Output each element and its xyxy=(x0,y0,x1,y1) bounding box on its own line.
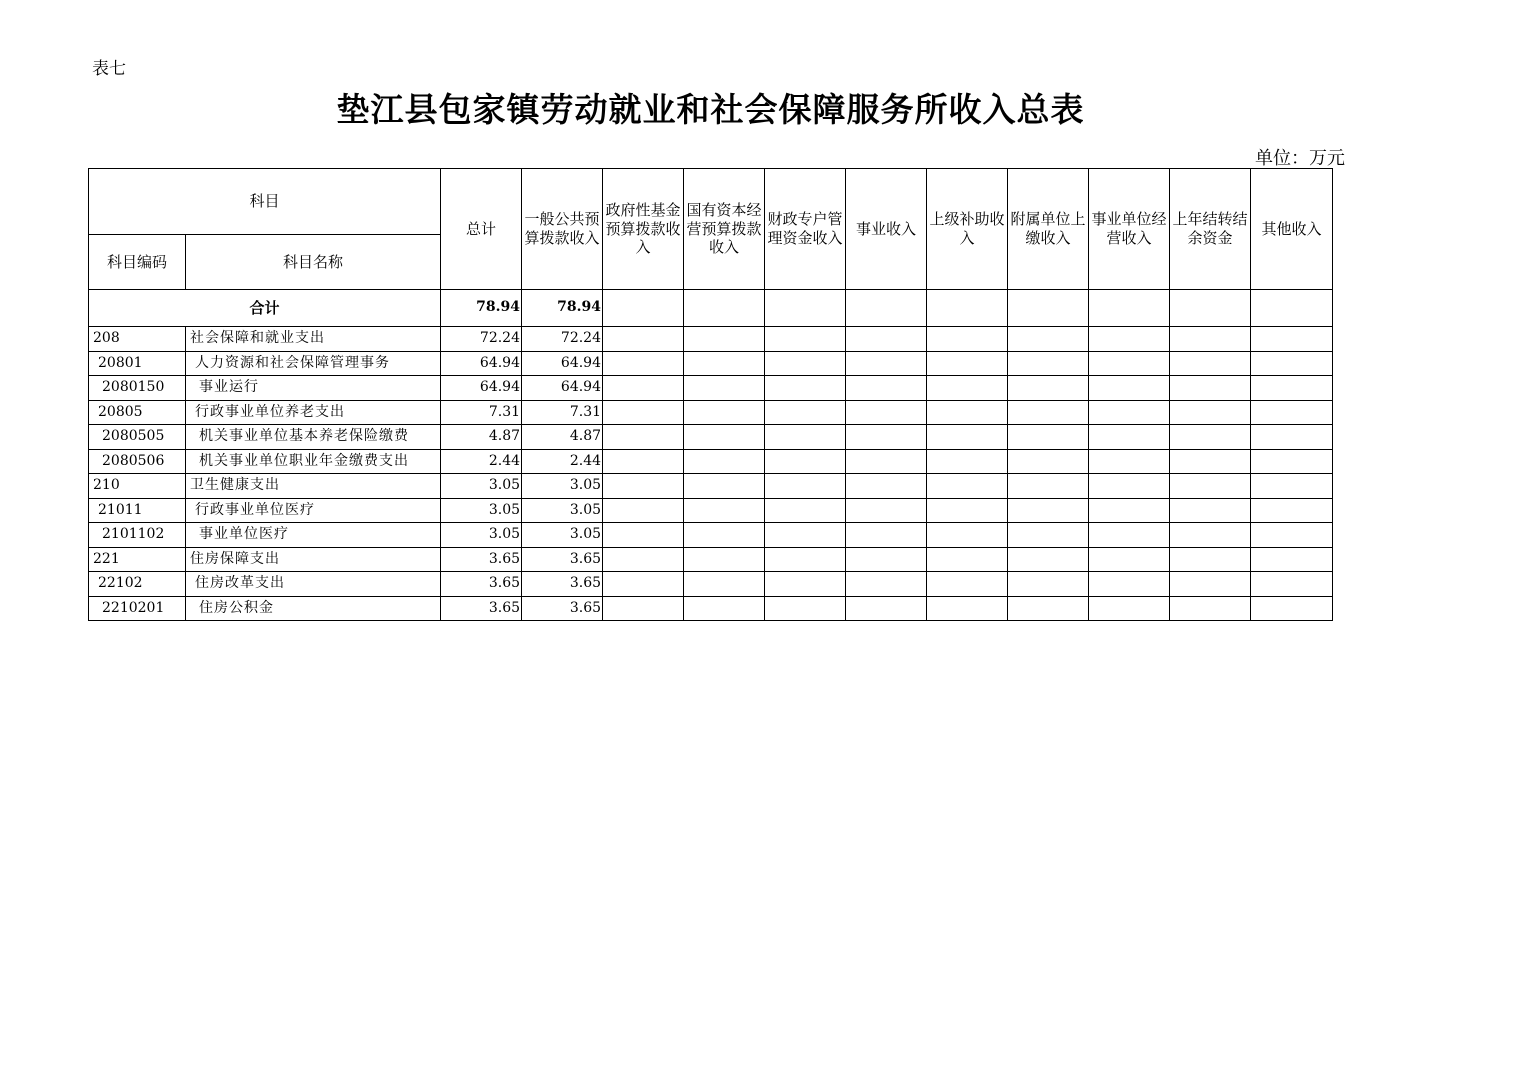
header-subject: 科目 xyxy=(89,169,441,235)
empty-cell xyxy=(927,523,1008,548)
row-name: 社会保障和就业支出 xyxy=(186,327,441,352)
empty-cell xyxy=(603,351,684,376)
empty-cell xyxy=(1251,327,1333,352)
table-row xyxy=(89,425,1333,450)
total-label: 合计 xyxy=(89,290,441,327)
empty-cell xyxy=(1170,351,1251,376)
empty-cell xyxy=(765,547,846,572)
empty-cell xyxy=(1251,449,1333,474)
row-general: 2.44 xyxy=(522,449,603,474)
row-total: 72.24 xyxy=(441,327,522,352)
empty-cell xyxy=(927,400,1008,425)
empty-cell xyxy=(1089,572,1170,597)
empty-cell xyxy=(846,351,927,376)
row-code: 20801 xyxy=(89,351,186,376)
empty-cell xyxy=(1251,523,1333,548)
empty-cell xyxy=(603,498,684,523)
empty-cell xyxy=(765,376,846,401)
row-name: 事业单位医疗 xyxy=(186,523,441,548)
empty-cell xyxy=(1089,351,1170,376)
row-name: 住房改革支出 xyxy=(186,572,441,597)
empty-cell xyxy=(1251,376,1333,401)
header-col-state-capital: 国有资本经营预算拨款收入 xyxy=(684,169,765,290)
row-total: 3.05 xyxy=(441,474,522,499)
empty-cell xyxy=(1170,523,1251,548)
empty-cell xyxy=(765,523,846,548)
row-general: 3.65 xyxy=(522,572,603,597)
empty-cell xyxy=(1008,474,1089,499)
row-general: 3.65 xyxy=(522,547,603,572)
empty-cell xyxy=(1089,474,1170,499)
row-name: 卫生健康支出 xyxy=(186,474,441,499)
header-col-business-income: 事业收入 xyxy=(846,169,927,290)
empty-cell xyxy=(765,449,846,474)
empty-cell xyxy=(846,425,927,450)
table-number: 表七 xyxy=(92,59,126,79)
empty-cell xyxy=(765,400,846,425)
row-total: 4.87 xyxy=(441,425,522,450)
table-row xyxy=(89,376,1333,401)
empty-cell xyxy=(1170,425,1251,450)
empty-cell xyxy=(603,596,684,621)
total-sum: 78.94 xyxy=(441,290,522,327)
empty-cell xyxy=(603,474,684,499)
empty-cell xyxy=(1008,351,1089,376)
empty-cell xyxy=(1008,572,1089,597)
empty-cell xyxy=(684,498,765,523)
empty-cell xyxy=(846,547,927,572)
empty-cell xyxy=(765,327,846,352)
empty-cell xyxy=(1089,425,1170,450)
table-row xyxy=(89,351,1333,376)
empty-cell xyxy=(684,596,765,621)
row-total: 2.44 xyxy=(441,449,522,474)
empty-cell xyxy=(603,449,684,474)
row-general: 72.24 xyxy=(522,327,603,352)
row-name: 机关事业单位基本养老保险缴费 xyxy=(186,425,441,450)
empty-cell xyxy=(927,572,1008,597)
row-general: 3.05 xyxy=(522,523,603,548)
table-row xyxy=(89,474,1333,499)
empty-cell xyxy=(1170,547,1251,572)
empty-cell xyxy=(1170,596,1251,621)
row-total: 7.31 xyxy=(441,400,522,425)
empty-cell xyxy=(846,376,927,401)
table-row xyxy=(89,400,1333,425)
table-row xyxy=(89,596,1333,621)
row-name: 事业运行 xyxy=(186,376,441,401)
empty-cell xyxy=(765,425,846,450)
table-row xyxy=(89,572,1333,597)
row-code: 221 xyxy=(89,547,186,572)
empty-cell xyxy=(846,596,927,621)
empty-cell xyxy=(846,327,927,352)
empty-cell xyxy=(1170,572,1251,597)
row-total: 3.05 xyxy=(441,498,522,523)
empty-cell xyxy=(765,596,846,621)
empty-cell xyxy=(1251,498,1333,523)
empty-cell xyxy=(1251,351,1333,376)
empty-cell xyxy=(927,425,1008,450)
empty-cell xyxy=(1251,425,1333,450)
header-col-general-budget: 一般公共预算拨款收入 xyxy=(522,169,603,290)
empty-cell xyxy=(846,474,927,499)
row-general: 64.94 xyxy=(522,351,603,376)
empty-cell xyxy=(927,474,1008,499)
empty-cell xyxy=(1008,376,1089,401)
empty-cell xyxy=(1008,449,1089,474)
table-row xyxy=(89,449,1333,474)
empty-cell xyxy=(927,327,1008,352)
header-col-other-income: 其他收入 xyxy=(1251,169,1333,290)
row-code: 2080505 xyxy=(89,425,186,450)
header-col-total: 总计 xyxy=(441,169,522,290)
empty-cell xyxy=(1251,400,1333,425)
header-col-unit-operating: 事业单位经营收入 xyxy=(1089,169,1170,290)
empty-cell xyxy=(1089,596,1170,621)
empty-cell xyxy=(603,572,684,597)
row-code: 20805 xyxy=(89,400,186,425)
empty-cell xyxy=(846,523,927,548)
empty-cell xyxy=(846,572,927,597)
empty-cell xyxy=(684,474,765,499)
row-code: 22102 xyxy=(89,572,186,597)
empty-cell xyxy=(684,351,765,376)
empty-cell xyxy=(1089,327,1170,352)
row-code: 2080506 xyxy=(89,449,186,474)
empty-cell xyxy=(603,327,684,352)
row-code: 2210201 xyxy=(89,596,186,621)
empty-cell xyxy=(1251,596,1333,621)
empty-cell xyxy=(603,523,684,548)
header-col-superior-subsidy: 上级补助收入 xyxy=(927,169,1008,290)
empty-cell xyxy=(1089,376,1170,401)
empty-cell xyxy=(927,498,1008,523)
table-row xyxy=(89,523,1333,548)
empty-cell xyxy=(927,376,1008,401)
empty-cell xyxy=(1170,327,1251,352)
row-name: 住房保障支出 xyxy=(186,547,441,572)
total-general: 78.94 xyxy=(522,290,603,327)
empty-cell xyxy=(765,351,846,376)
row-total: 64.94 xyxy=(441,376,522,401)
empty-cell xyxy=(1008,498,1089,523)
row-code: 210 xyxy=(89,474,186,499)
row-code: 208 xyxy=(89,327,186,352)
row-name: 人力资源和社会保障管理事务 xyxy=(186,351,441,376)
header-col-affiliate-remit: 附属单位上缴收入 xyxy=(1008,169,1089,290)
row-general: 3.65 xyxy=(522,596,603,621)
empty-cell xyxy=(846,400,927,425)
row-code: 2080150 xyxy=(89,376,186,401)
empty-cell xyxy=(1170,498,1251,523)
row-name: 机关事业单位职业年金缴费支出 xyxy=(186,449,441,474)
empty-cell xyxy=(684,327,765,352)
table-row xyxy=(89,327,1333,352)
empty-cell xyxy=(684,572,765,597)
empty-cell xyxy=(684,547,765,572)
empty-cell xyxy=(684,376,765,401)
empty-cell xyxy=(927,596,1008,621)
empty-cell xyxy=(1170,474,1251,499)
row-general: 7.31 xyxy=(522,400,603,425)
row-total: 3.65 xyxy=(441,547,522,572)
empty-cell xyxy=(684,400,765,425)
empty-cell xyxy=(1251,547,1333,572)
empty-cell xyxy=(1008,425,1089,450)
empty-cell xyxy=(684,523,765,548)
total-row xyxy=(89,290,1333,327)
header-subject-code: 科目编码 xyxy=(89,235,186,290)
row-code: 21011 xyxy=(89,498,186,523)
row-general: 64.94 xyxy=(522,376,603,401)
row-total: 3.65 xyxy=(441,596,522,621)
empty-cell xyxy=(765,498,846,523)
header-col-carryover: 上年结转结余资金 xyxy=(1170,169,1251,290)
empty-cell xyxy=(1089,449,1170,474)
empty-cell xyxy=(684,449,765,474)
empty-cell xyxy=(1008,523,1089,548)
unit-label: 单位：万元 xyxy=(1255,148,1345,169)
table-row xyxy=(89,547,1333,572)
empty-cell xyxy=(846,449,927,474)
row-name: 行政事业单位医疗 xyxy=(186,498,441,523)
empty-cell xyxy=(603,547,684,572)
empty-cell xyxy=(846,498,927,523)
empty-cell xyxy=(765,572,846,597)
empty-cell xyxy=(1089,498,1170,523)
empty-cell xyxy=(603,425,684,450)
row-total: 3.65 xyxy=(441,572,522,597)
empty-cell xyxy=(1008,596,1089,621)
empty-cell xyxy=(1008,547,1089,572)
empty-cell xyxy=(1170,449,1251,474)
row-total: 3.05 xyxy=(441,523,522,548)
empty-cell xyxy=(1008,400,1089,425)
row-code: 2101102 xyxy=(89,523,186,548)
empty-cell xyxy=(765,474,846,499)
row-general: 3.05 xyxy=(522,474,603,499)
row-general: 4.87 xyxy=(522,425,603,450)
empty-cell xyxy=(684,425,765,450)
empty-cell xyxy=(1008,327,1089,352)
revenue-table xyxy=(88,168,1333,621)
row-name: 住房公积金 xyxy=(186,596,441,621)
page-title: 垫江县包家镇劳动就业和社会保障服务所收入总表 xyxy=(336,90,1085,129)
header-col-special-account: 财政专户管理资金收入 xyxy=(765,169,846,290)
empty-cell xyxy=(927,547,1008,572)
row-general: 3.05 xyxy=(522,498,603,523)
empty-cell xyxy=(1170,400,1251,425)
header-col-gov-fund: 政府性基金预算拨款收入 xyxy=(603,169,684,290)
empty-cell xyxy=(1089,547,1170,572)
row-total: 64.94 xyxy=(441,351,522,376)
row-name: 行政事业单位养老支出 xyxy=(186,400,441,425)
empty-cell xyxy=(927,449,1008,474)
empty-cell xyxy=(1251,572,1333,597)
empty-cell xyxy=(927,351,1008,376)
header-subject-name: 科目名称 xyxy=(186,235,441,290)
empty-cell xyxy=(1251,474,1333,499)
empty-cell xyxy=(603,400,684,425)
empty-cell xyxy=(1170,376,1251,401)
empty-cell xyxy=(603,376,684,401)
table-row xyxy=(89,498,1333,523)
empty-cell xyxy=(1089,400,1170,425)
empty-cell xyxy=(1089,523,1170,548)
